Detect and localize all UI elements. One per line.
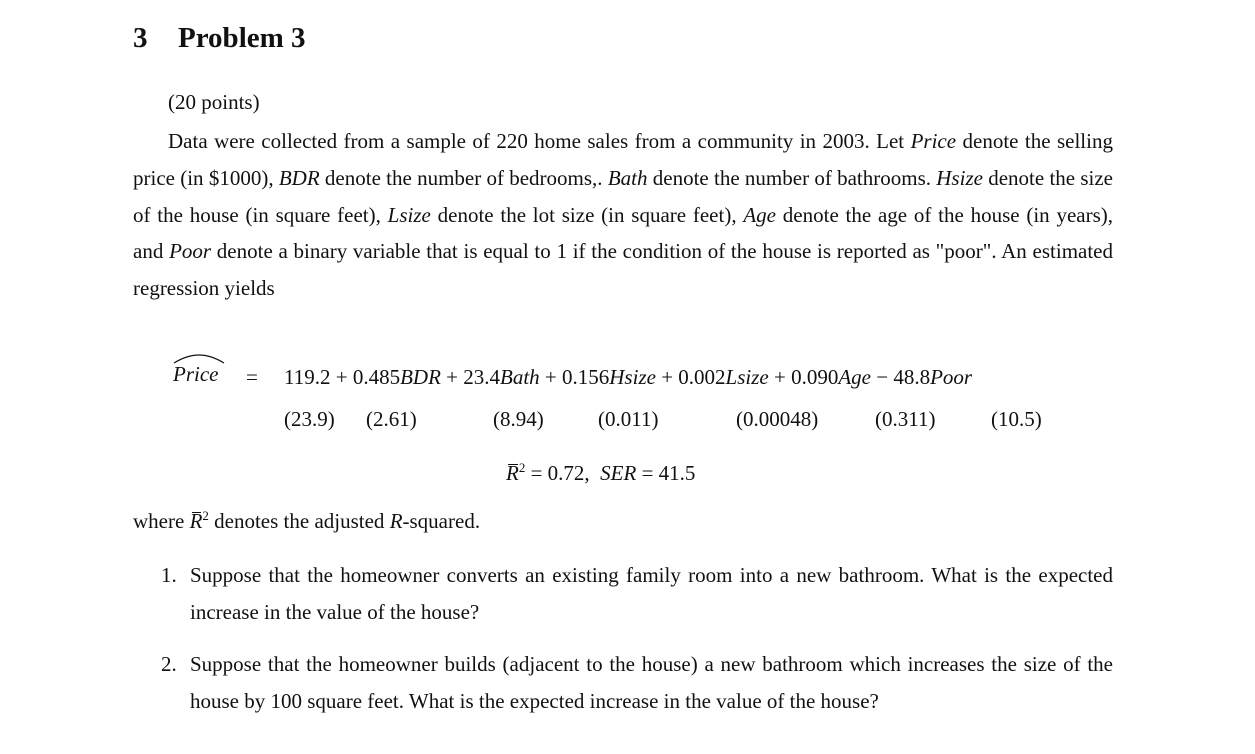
where-sentence: [133, 509, 480, 534]
std-error-hsize: (0.011): [598, 407, 659, 431]
question-number: 1.: [161, 563, 177, 587]
where-text: where: [133, 509, 190, 533]
equation-equals: =: [246, 365, 258, 389]
var-price: Price: [910, 129, 957, 153]
var-age: Age: [743, 202, 777, 227]
eq-var-hsize: Hsize: [609, 365, 656, 389]
eq-var-lsize: Lsize: [725, 365, 769, 389]
intro-text: denote the lot size (in square feet),: [430, 202, 744, 227]
wide-hat-accent: [173, 354, 225, 364]
question-item: [161, 557, 1113, 631]
var-bdr: BDR: [278, 165, 320, 190]
where-text: denotes the adjusted: [208, 509, 390, 533]
coef-poor: 48.8: [893, 365, 931, 389]
intro-text: Data were collected from a sample of 220 home sales from a community in 2003. Let: [168, 129, 911, 153]
where-exponent: 2: [202, 508, 209, 523]
question-text: Suppose that the homeowner converts an existing family room into a new bathroom. What is the expected increase in the value of the house?: [190, 563, 1113, 624]
op-plus: +: [335, 365, 348, 389]
question-item: [161, 646, 1113, 720]
std-error-intercept: (23.9): [284, 407, 335, 431]
eq-var-bdr: BDR: [400, 365, 441, 389]
std-error-lsize: (0.00048): [736, 407, 819, 431]
question-number: 2.: [161, 652, 177, 676]
var-hsize: Hsize: [936, 165, 983, 190]
std-error-poor: (10.5): [991, 407, 1042, 431]
fit-statistics: [506, 461, 695, 486]
std-error-bdr: (2.61): [366, 407, 417, 431]
var-bath: Bath: [607, 165, 648, 190]
intro-text: denote the number of bathrooms.: [647, 165, 937, 190]
r-bar: R: [506, 461, 519, 485]
section-heading: [133, 22, 306, 55]
ser-label: SER: [600, 461, 637, 485]
op-plus: +: [446, 365, 458, 389]
var-lsize: Lsize: [387, 202, 431, 227]
intro-text: denote the number of bedrooms,.: [319, 165, 608, 190]
coef-bdr: 0.485: [352, 365, 401, 389]
where-r-bar: R: [189, 509, 203, 533]
std-error-bath: (8.94): [493, 407, 544, 431]
question-text: Suppose that the homeowner builds (adjacent to the house) a new bathroom which increases the size of the house by 100 square feet. What is the expected increase in the value of the house?: [190, 652, 1113, 713]
equation-lhs: [173, 362, 218, 387]
eq-var-poor: Poor: [930, 365, 973, 389]
coef-bath: 23.4: [463, 365, 500, 389]
where-r-var: R: [389, 509, 403, 533]
eq-var-age: Age: [838, 365, 871, 389]
intro-paragraph: [133, 123, 1113, 307]
intro-text: denote the age of the house (in years), and: [133, 202, 1114, 264]
op-plus: +: [773, 365, 786, 389]
r-squared-value: = 0.72,: [525, 461, 601, 485]
equation-lhs-var: Price: [173, 362, 219, 386]
coef-age: 0.090: [791, 365, 839, 389]
where-text: -squared.: [402, 509, 481, 533]
coef-hsize: 0.156: [562, 365, 610, 389]
intro-text: denote the size of the house (in square feet),: [133, 165, 1114, 227]
op-minus: −: [876, 365, 889, 389]
op-plus: +: [661, 365, 674, 389]
equation-rhs: [284, 365, 972, 390]
coef-lsize: 0.002: [678, 365, 726, 389]
eq-var-bath: Bath: [500, 365, 540, 389]
section-number: 3: [133, 22, 148, 54]
section-title: Problem 3: [178, 22, 306, 54]
intro-text: denote the selling price (in $1000),: [133, 129, 1113, 190]
var-poor: Poor: [169, 239, 212, 264]
ser-value: = 41.5: [636, 461, 696, 485]
op-plus: +: [544, 365, 557, 389]
std-error-age: (0.311): [875, 407, 936, 431]
r-squared-exponent: 2: [518, 460, 526, 475]
coef-intercept: 119.2: [284, 365, 331, 389]
points-label: (20 points): [168, 90, 260, 114]
intro-text: denote a binary variable that is equal to 1 if the condition of the house is reported as "poor". An estimated regression yields: [133, 239, 1114, 301]
